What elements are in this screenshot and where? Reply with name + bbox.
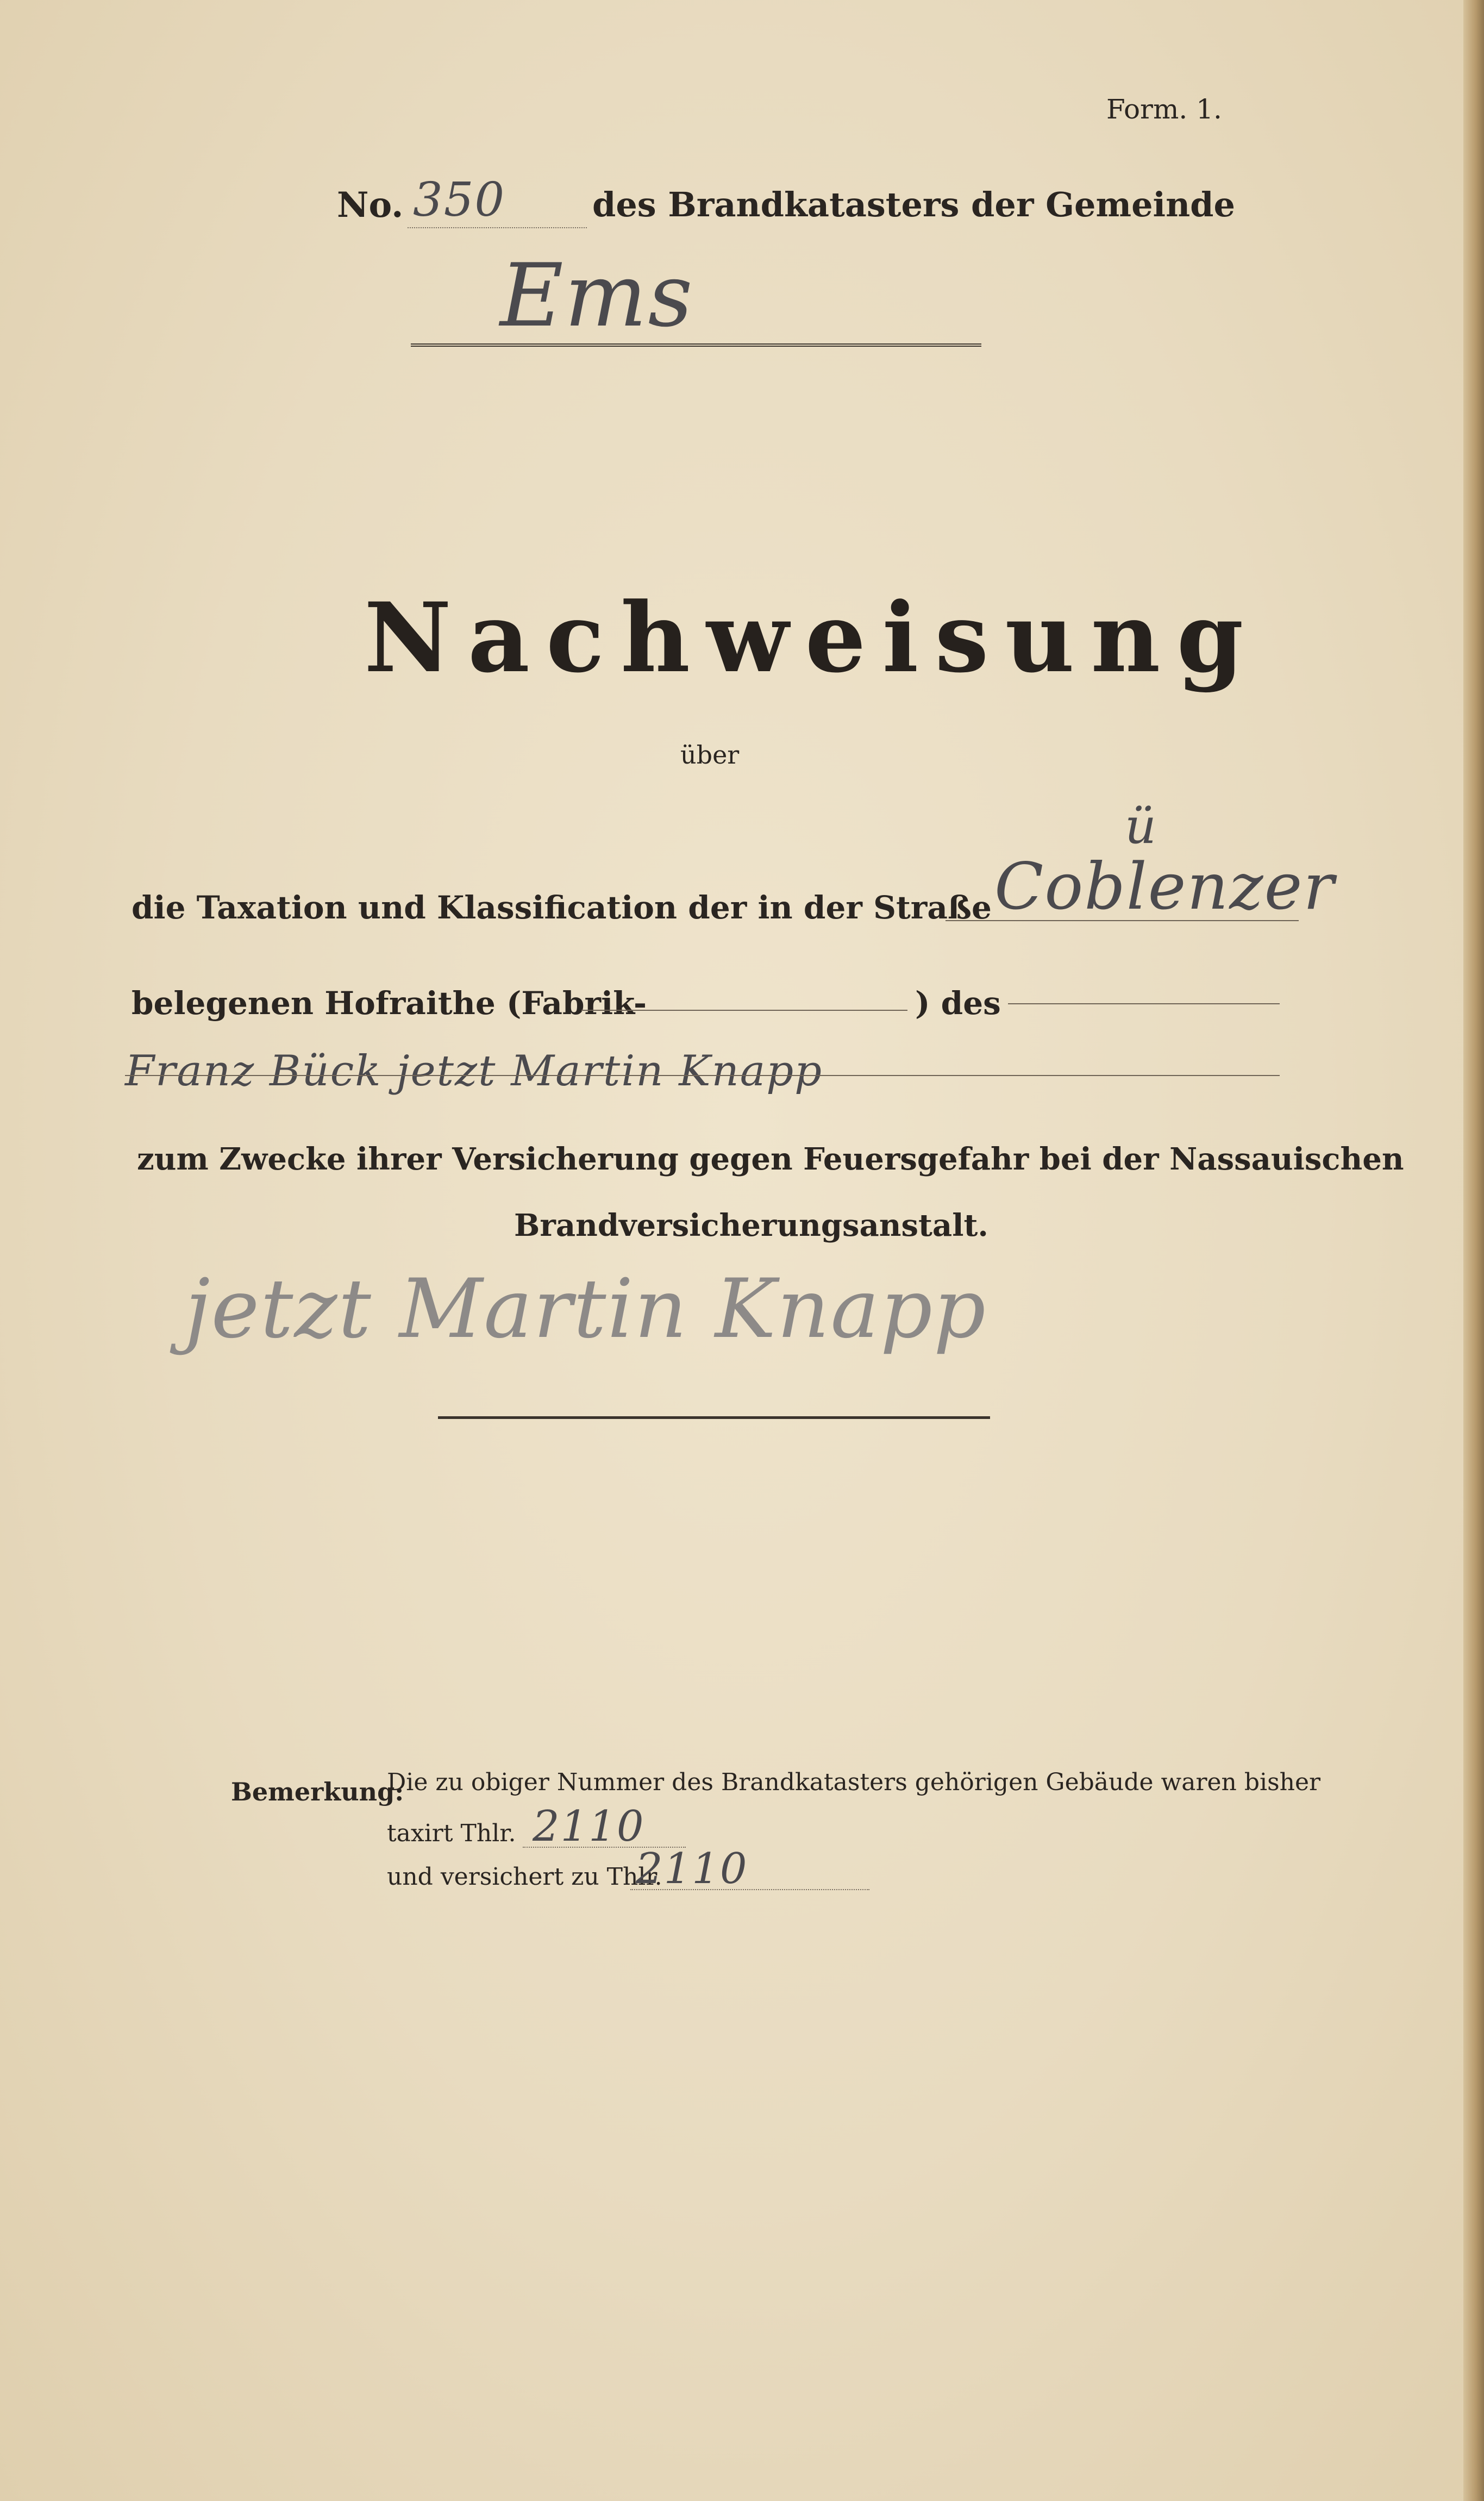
strasse-value: Coblenzer — [994, 849, 1335, 924]
fabrik-underline — [581, 1010, 907, 1011]
versichert-value: 2110 — [636, 1845, 748, 1893]
versichert-label: und versichert zu Thlr. — [387, 1863, 662, 1891]
line3-text: zum Zwecke ihrer Versicherung gegen Feuersgefahr bei der Nassauischen — [137, 1141, 1404, 1177]
ueber-label: über — [680, 740, 740, 770]
owner-value: Franz Bück jetzt Martin Knapp — [125, 1047, 823, 1096]
line2-suffix: ) des — [915, 985, 1001, 1022]
gemeinde-underline — [411, 343, 981, 347]
page-title: Nachweisung — [364, 582, 1260, 694]
line2-end-underline — [1008, 1003, 1280, 1004]
line1-text: die Taxation und Klassification der in der Straße — [132, 889, 992, 926]
strasse-underline — [945, 920, 1299, 921]
number-label: No. — [337, 185, 404, 226]
taxirt-value: 2110 — [533, 1802, 645, 1851]
page-edge — [1463, 0, 1484, 2501]
line4-text: Brandversicherungsanstalt. — [514, 1208, 988, 1243]
owner-underline — [125, 1075, 1280, 1076]
header-text: des Brandkatasters der Gemeinde — [592, 185, 1235, 224]
versichert-underline — [630, 1889, 869, 1890]
form-label: Form. 1. — [1106, 93, 1222, 125]
gemeinde-value: Ems — [500, 245, 694, 346]
number-value: 350 — [413, 173, 506, 227]
line2-prefix: belegenen Hofraithe (Fabrik- — [132, 985, 647, 1022]
bemerkung-label: Bemerkung: — [231, 1777, 404, 1806]
pencil-note: jetzt Martin Knapp — [185, 1262, 987, 1356]
taxirt-label: taxirt Thlr. — [387, 1820, 516, 1847]
number-underline — [408, 227, 587, 228]
strasse-mark: ü — [1125, 798, 1157, 855]
pencil-underline — [438, 1416, 990, 1419]
bemerkung-text: Die zu obiger Nummer des Brandkatasters gehörigen Gebäude waren bisher — [387, 1768, 1321, 1796]
